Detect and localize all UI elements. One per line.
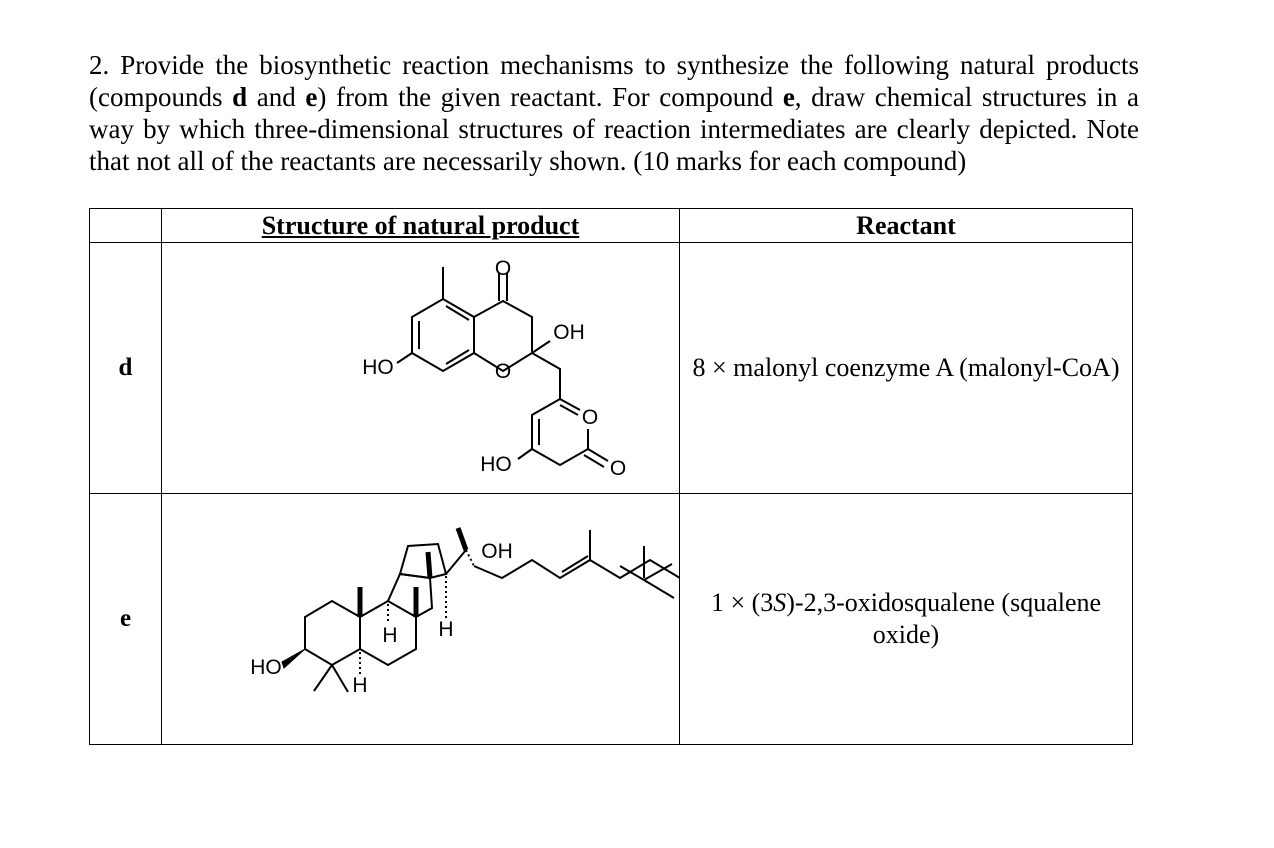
table-row: [90, 243, 1133, 494]
atom-label: H: [352, 674, 368, 697]
atom-label: H: [382, 624, 398, 647]
atom-label: OH: [553, 321, 585, 344]
methyl-bond: [332, 665, 348, 692]
structure-e-drawing: [162, 494, 679, 739]
reactant-e: 1 × (3S)-2,3-oxidosqualene (squalene oxide): [680, 494, 1133, 745]
atom-label: O: [494, 257, 512, 280]
hydroxyl-bond: [532, 341, 550, 353]
question-number: 2.: [89, 50, 110, 80]
hydroxyl-bond: [518, 449, 532, 459]
atom-label: OH: [481, 540, 513, 563]
side-chain-terminal: [620, 564, 672, 580]
ring-c: [388, 574, 432, 617]
side-chain-bond: [446, 550, 466, 574]
header-structure: Structure of natural product: [162, 209, 680, 243]
methyl-wedge: [428, 552, 430, 578]
atom-label: HO: [250, 656, 282, 679]
reactant-d: 8 × malonyl coenzyme A (malonyl-CoA): [680, 243, 1133, 494]
pyrone-ring-bond: [560, 399, 580, 410]
row-label-e: e: [90, 494, 162, 745]
methyl-bond: [314, 665, 332, 691]
structure-d-drawing: [162, 243, 679, 488]
methylene-linker: [532, 353, 560, 399]
atom-label: O: [581, 406, 599, 429]
hydroxyl-hash: [466, 550, 474, 566]
terminal-methyl-bond: [644, 580, 674, 598]
structure-e-cell: [162, 494, 680, 745]
question-text: 2. Provide the biosynthetic reaction mechanisms to synthesize the following natural products (compounds d and e) from the given reactant. For compound e, draw chemical structures in a way by which three-dimensional structures of reaction intermediates are clearly depicted. Note that not all of the reactants are necessarily shown. (10 marks for each compound): [89, 50, 1140, 176]
hydroxyl-bond: [397, 353, 412, 363]
table-header-row: [90, 209, 1133, 243]
ring-d: [400, 544, 446, 578]
atom-label: O: [494, 360, 512, 383]
header-empty-cell: [90, 209, 162, 243]
hydroxyl-wedge: [282, 649, 305, 668]
atom-label: H: [438, 618, 454, 641]
header-reactant: Reactant: [680, 209, 1133, 243]
table-row: [90, 494, 1133, 745]
structure-d-cell: [162, 243, 680, 494]
row-label-d: d: [90, 243, 162, 494]
methyl-wedge: [458, 528, 466, 550]
compound-table: [89, 208, 1133, 745]
atom-label: HO: [362, 356, 394, 379]
atom-label: O: [609, 457, 627, 480]
ring-a: [305, 601, 360, 665]
benzene-ring: [412, 299, 474, 371]
atom-label: HO: [480, 453, 512, 476]
